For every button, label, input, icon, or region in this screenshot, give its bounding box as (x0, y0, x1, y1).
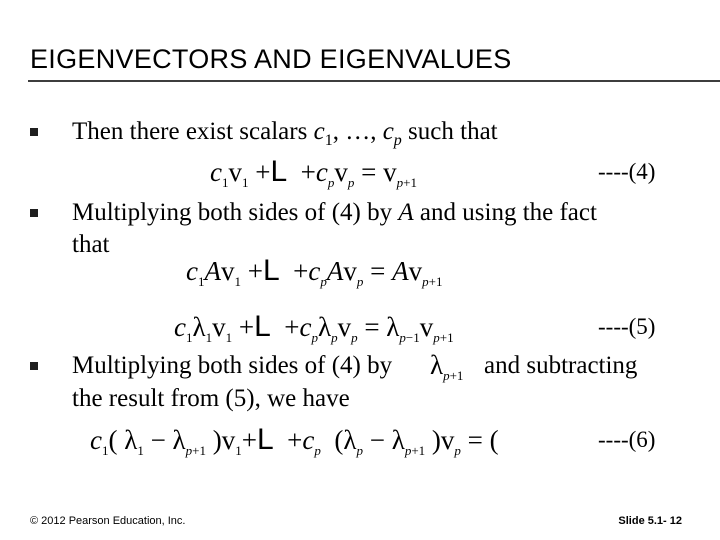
equation-5: $c_1\lambda_1v_1 +L +c_p\lambda_pv_p = \lambda_{p-1}v_{p+1}$ (174, 310, 454, 345)
bullet-3-text-a: Multiplying both sides of (4) by (72, 352, 393, 379)
square-bullet-icon (30, 362, 38, 370)
equation-4: $c_1v_1 +L +c_pv_p = v_{p+1}$ (210, 155, 417, 190)
title-divider (28, 80, 720, 82)
equation-number-4: ----(4) (598, 159, 656, 184)
slide-number: Slide 5.1- 12 (618, 515, 682, 527)
square-bullet-icon (30, 209, 38, 217)
equation-a: $c_1Av_1 +L +c_pAv_p = Av_{p+1}$ (186, 254, 443, 289)
copyright-footer: © 2012 Pearson Education, Inc. (30, 515, 186, 527)
bullet-1-text: Then there exist scalars $c_1$, …, $c_p$ such that (72, 118, 498, 149)
square-bullet-icon (30, 128, 38, 136)
bullet-3-text-b: and subtracting (484, 352, 638, 379)
inline-lambda: $\lambda_{p+1}$ (430, 350, 464, 383)
equation-6: $c_1$( $\lambda_1 - \lambda_{p+1}$ )$v_1+L +c_p$ ($\lambda_p - \lambda_{p+1}$ )$v_p$ = ( (90, 423, 499, 458)
equation-number-5: ----(5) (598, 314, 656, 339)
bullet-2-text: Multiplying both sides of (4) by A and using the fact (72, 199, 597, 226)
slide-title: EIGENVECTORS AND EIGENVALUES (30, 44, 512, 74)
bullet-2-continuation: that (72, 231, 110, 258)
equation-number-6: ----(6) (598, 427, 656, 452)
bullet-3-continuation: the result from (5), we have (72, 385, 350, 412)
